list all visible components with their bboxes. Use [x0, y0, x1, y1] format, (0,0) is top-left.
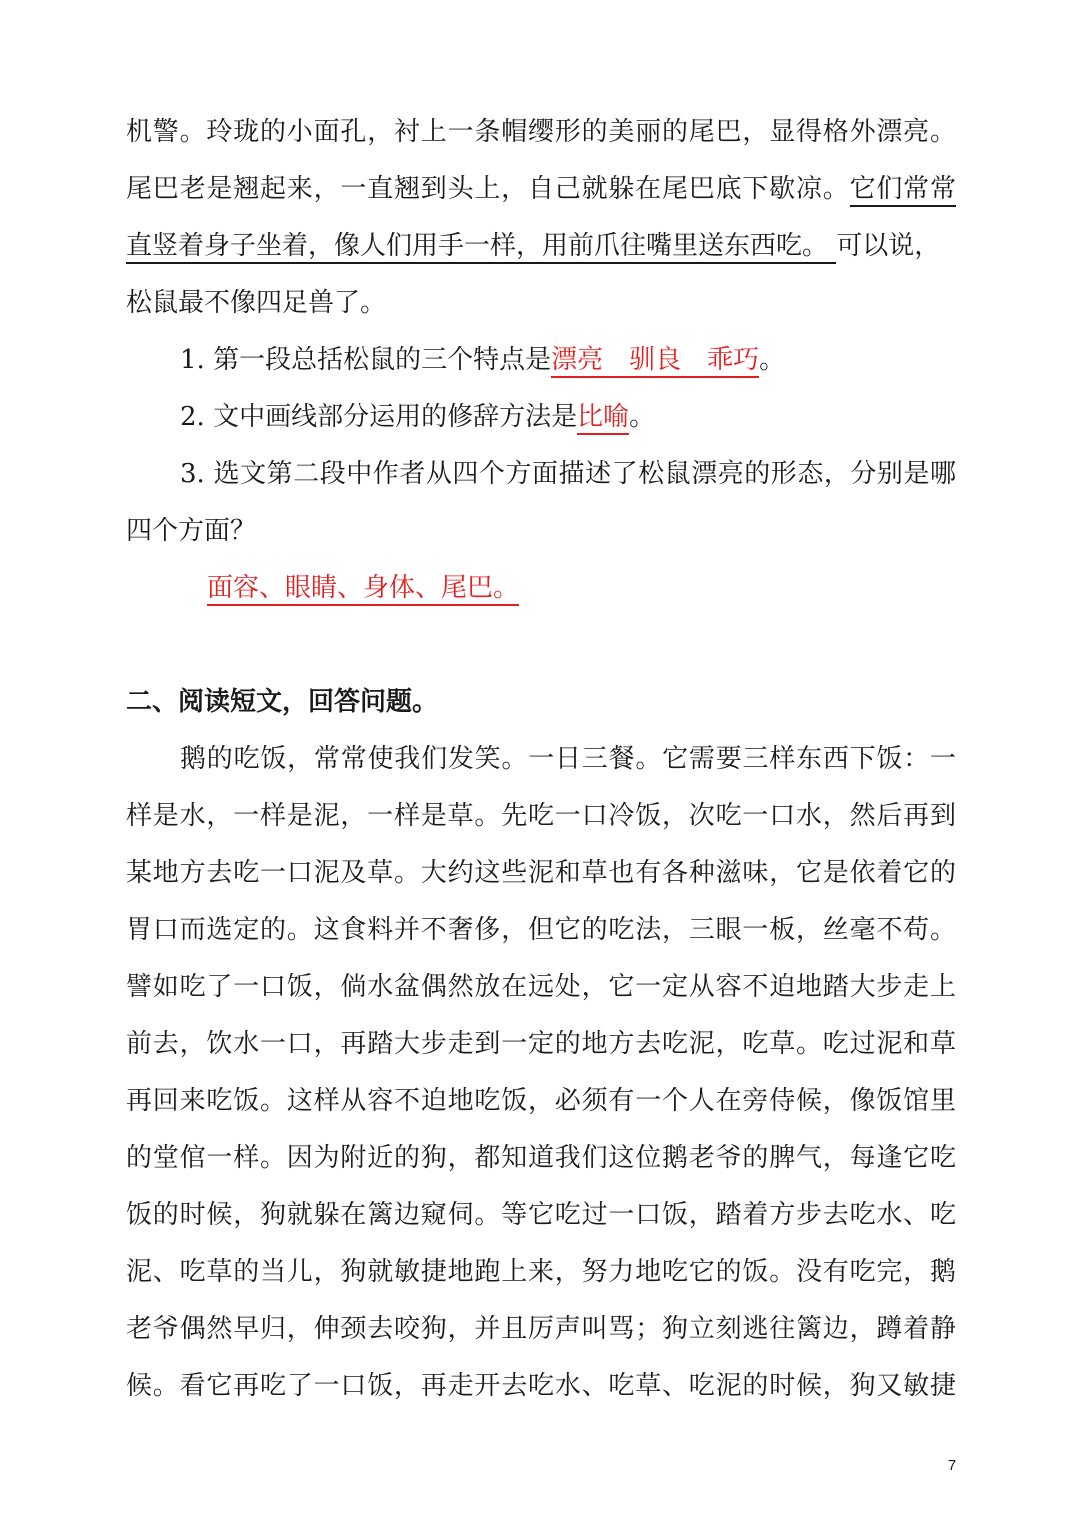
section2-line-3: 某地方去吃一口泥及草。大约这些泥和草也有各种滋味，它是依着它的 — [126, 858, 956, 888]
section2-line-4: 胃口而选定的。这食料并不奢侈，但它的吃法，三眼一板，丝毫不苟。 — [126, 915, 956, 945]
section2-line-2: 样是水，一样是泥，一样是草。先吃一口冷饭，次吃一口水，然后再到 — [126, 801, 956, 831]
section2-line-5: 譬如吃了一口饭，倘水盆偶然放在远处，它一定从容不迫地踏大步走上 — [126, 972, 956, 1002]
underlined-sentence-end: 直竖着身子坐着，像人们用手一样，用前爪往嘴里送东西吃。 — [126, 231, 828, 264]
question-1-text: 1. 第一段总括松鼠的三个特点是 — [180, 345, 552, 375]
question-2 — [180, 399, 956, 435]
page-number: 7 — [947, 1457, 957, 1474]
question-1-answer — [551, 345, 759, 378]
section2-line-11: 老爷偶然早归，伸颈去咬狗，并且厉声叫骂；狗立刻逃往篱边，蹲着静 — [126, 1314, 956, 1344]
question-1 — [180, 342, 956, 378]
section2-line-12: 候。看它再吃了一口饭，再走开去吃水、吃草、吃泥的时候，狗又敏捷 — [126, 1371, 956, 1401]
passage1-line-3 — [126, 228, 956, 264]
passage1-line-2 — [126, 171, 956, 207]
section2-line-7: 再回来吃饭。这样从容不迫地吃饭，必须有一个人在旁侍候，像饭馆里 — [126, 1086, 956, 1116]
answer-1c: 乖巧 — [707, 345, 760, 375]
underlined-sentence-start: 它们常常 — [850, 174, 956, 207]
section2-line-8: 的堂倌一样。因为附近的狗，都知道我们这位鹅老爷的脾气，每逢它吃 — [126, 1143, 956, 1173]
section2-line-9: 饭的时候，狗就躲在篱边窥伺。等它吃过一口饭，踏着方步去吃水、吃 — [126, 1200, 956, 1230]
section2-line-6: 前去，饮水一口，再踏大步走到一定的地方去吃泥，吃草。吃过泥和草 — [126, 1029, 956, 1059]
answer-1a: 漂亮 — [551, 345, 604, 375]
passage1-line-2-text: 尾巴老是翘起来，一直翘到头上，自己就躲在尾巴底下歇凉。 — [126, 174, 850, 204]
question-2-suffix: 。 — [629, 402, 656, 432]
section2-line-10: 泥、吃草的当儿，狗就敏捷地跑上来，努力地吃它的饭。没有吃完，鹅 — [126, 1257, 956, 1287]
section-2-heading: 二、阅读短文，回答问题。 — [126, 687, 439, 717]
question-2-text: 2. 文中画线部分运用的修辞方法是 — [180, 402, 578, 432]
question-2-answer: 比喻 — [577, 402, 629, 435]
passage1-line-4: 松鼠最不像四足兽了。 — [126, 288, 387, 318]
question-3-line-2: 四个方面？ — [126, 516, 257, 546]
question-3-answer — [207, 570, 1037, 606]
question-3-line-1: 3. 选文第二段中作者从四个方面描述了松鼠漂亮的形态，分别是哪 — [180, 459, 956, 489]
passage1-line-1: 机警。玲珑的小面孔，衬上一条帽缨形的美丽的尾巴，显得格外漂亮。 — [126, 117, 956, 147]
passage1-line-3-rest: 可以说， — [836, 231, 941, 261]
answer-1b: 驯良 — [629, 345, 682, 375]
question-3-answer-text: 面容、眼睛、身体、尾巴。 — [207, 573, 519, 606]
section2-line-1: 鹅的吃饭，常常使我们发笑。一日三餐。它需要三样东西下饭：一 — [180, 744, 956, 774]
question-1-suffix: 。 — [759, 345, 786, 375]
